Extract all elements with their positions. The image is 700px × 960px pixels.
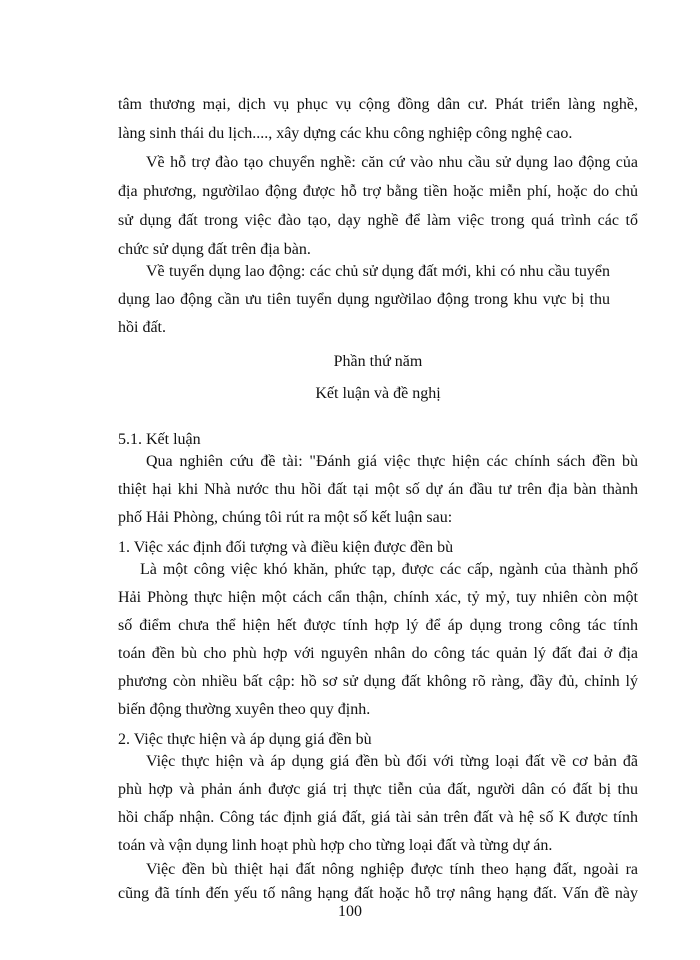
text-line: toán đền bù cho phù hợp với nguyên nhân do công tác quản lý đất đai ở địa	[118, 645, 638, 662]
text-line: tâm thương mại, dịch vụ phục vụ cộng đồng dân cư. Phát triển làng nghề,	[118, 96, 638, 113]
text-line: dụng lao động cần ưu tiên tuyển dụng ngườilao động trong khu vực bị thu	[118, 291, 610, 308]
text-line: số điểm chưa thể hiện hết được tính hợp lý để áp dụng trong công tác tính	[118, 617, 638, 634]
text-line: làng sinh thái du lịch...., xây dựng các khu công nghiệp công nghệ cao.	[118, 125, 573, 142]
text-line: Về hỗ trợ đào tạo chuyển nghề: căn cứ vào nhu cầu sử dụng lao động của	[146, 154, 638, 171]
text-line: hồi đất.	[118, 319, 166, 336]
text-line: thiệt hại khi Nhà nước thu hồi đất tại một số dự án đầu tư trên địa bàn thành	[118, 481, 638, 498]
text-line: cũng đã tính đến yếu tố nâng hạng đất hoặc hỗ trợ nâng hạng đất. Vấn đề này	[118, 885, 638, 902]
text-line: địa phương, ngườilao động được hỗ trợ bằng tiền hoặc miễn phí, hoặc do chủ	[118, 183, 638, 200]
text-line: toán và vận dụng linh hoạt phù hợp cho từng loại đất và từng dự án.	[118, 837, 553, 854]
text-line: Hải Phòng thực hiện một cách cẩn thận, chính xác, tỷ mỷ, tuy nhiên còn một	[118, 589, 638, 606]
text-line: Về tuyển dụng lao động: các chủ sử dụng đất mới, khi có nhu cầu tuyển	[146, 263, 610, 280]
part-title: Phần thứ năm	[333, 353, 423, 370]
text-line: phù hợp và phản ánh được giá trị thực tiễn của đất, người dân có đất bị thu	[118, 781, 638, 798]
item-heading: 1. Việc xác định đối tượng và điều kiện được đền bù	[118, 539, 454, 556]
text-line: Là một công việc khó khăn, phức tạp, được các cấp, ngành của thành phố	[140, 561, 638, 578]
text-line: phương còn nhiều bất cập: hồ sơ sử dụng đất không rõ ràng, đầy đủ, chỉnh lý	[118, 673, 638, 690]
page-number: 100	[338, 903, 362, 920]
part-subtitle: Kết luận và đề nghị	[315, 385, 441, 402]
text-line: phố Hải Phòng, chúng tôi rút ra một số kết luận sau:	[118, 509, 453, 526]
text-line: Việc đền bù thiệt hại đất nông nghiệp được tính theo hạng đất, ngoài ra	[146, 861, 638, 878]
text-line: biến động thường xuyên theo quy định.	[118, 701, 371, 718]
text-line: Việc thực hiện và áp dụng giá đền bù đối với từng loại đất về cơ bản đã	[146, 753, 638, 770]
section-heading: 5.1. Kết luận	[118, 431, 201, 448]
text-line: chức sử dụng đất trên địa bàn.	[118, 241, 311, 258]
text-line: hồi chấp nhận. Công tác định giá đất, giá tài sản trên đất và hệ số K được tính	[118, 809, 638, 826]
text-line: Qua nghiên cứu đề tài: "Đánh giá việc thực hiện các chính sách đền bù	[146, 453, 638, 470]
text-line: sử dụng đất trong việc đào tạo, dạy nghề để làm việc trong quá trình các tổ	[118, 212, 638, 229]
item-heading: 2. Việc thực hiện và áp dụng giá đền bù	[118, 731, 372, 748]
